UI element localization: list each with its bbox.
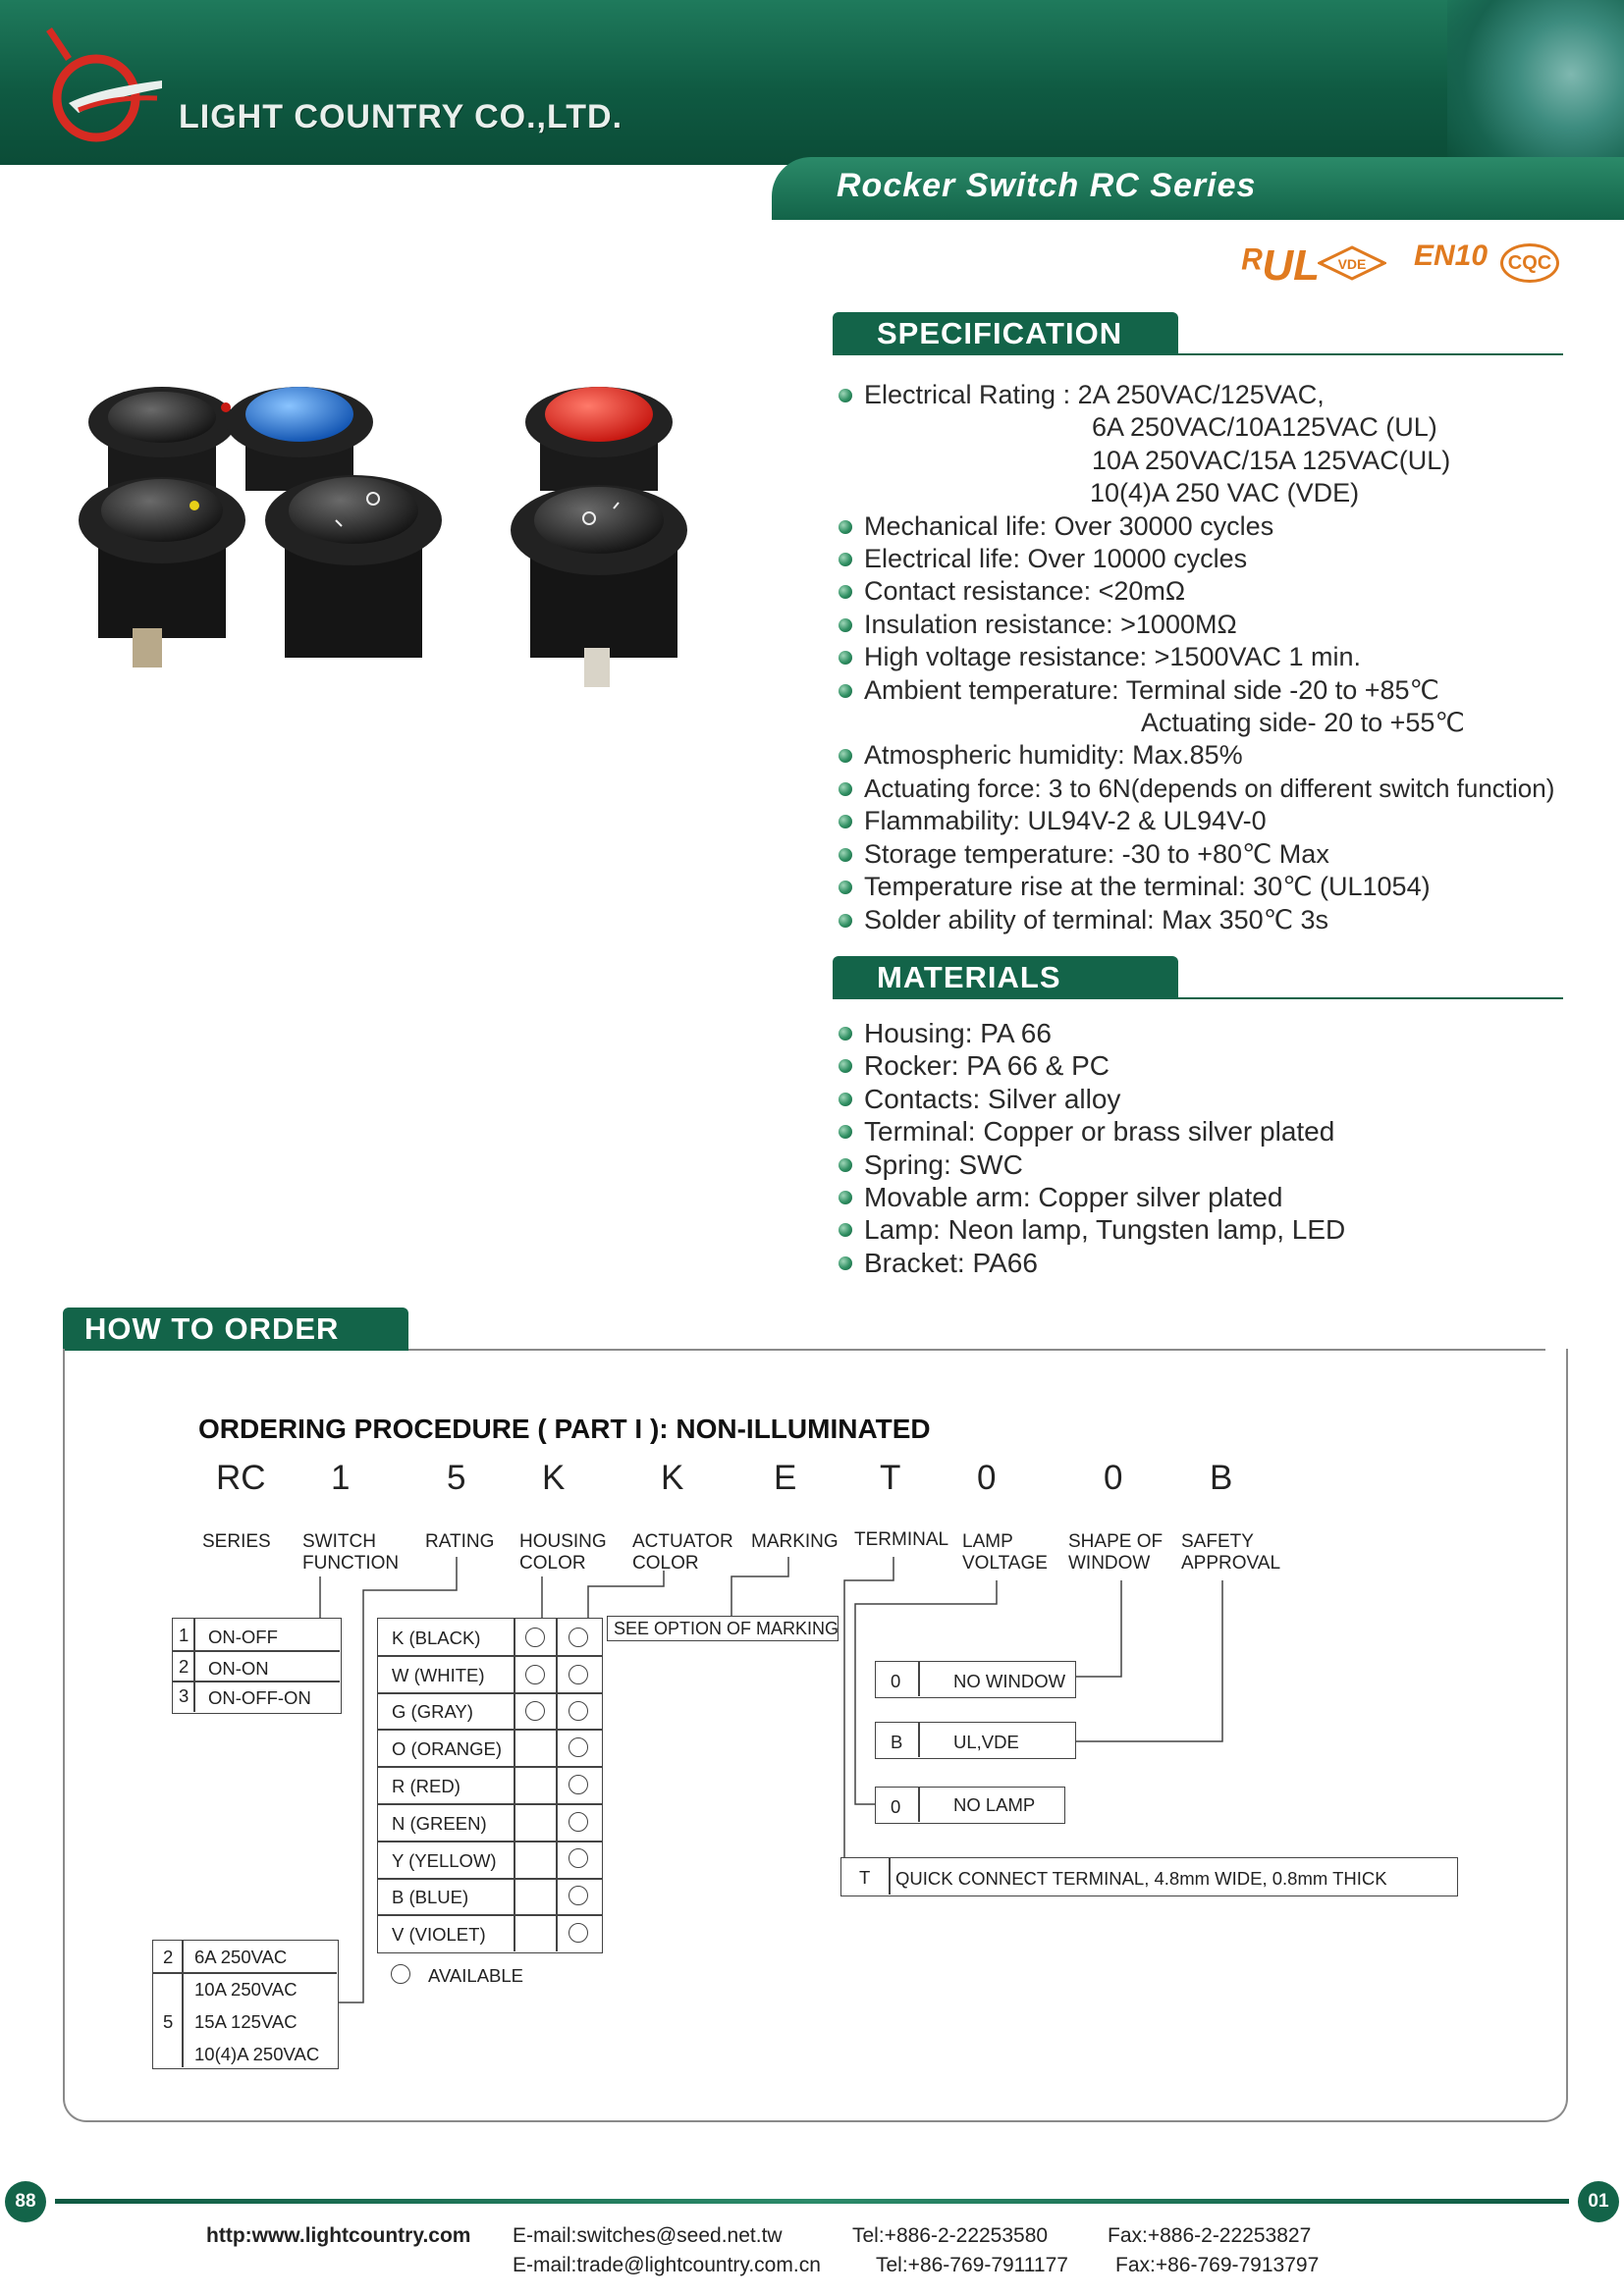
label-marking: MARKING bbox=[751, 1531, 839, 1552]
switch-function-label: ON-OFF-ON bbox=[208, 1687, 311, 1708]
enec-cert-logo: EN10 bbox=[1414, 240, 1489, 272]
footer-rule bbox=[55, 2199, 1569, 2204]
spec-item: Actuating force: 3 to 6N(depends on different switch function) bbox=[837, 773, 1554, 805]
spec-item: Ambient temperature: Terminal side -20 to +85℃ bbox=[837, 674, 1554, 707]
actuator-available-icon bbox=[568, 1775, 588, 1794]
window-code: 0 bbox=[891, 1671, 901, 1691]
footer-website[interactable]: http:www.lightcountry.com bbox=[206, 2224, 471, 2247]
actuator-available-icon bbox=[568, 1812, 588, 1832]
actuator-available-icon bbox=[568, 1737, 588, 1757]
material-item: Lamp: Neon lamp, Tungsten lamp, LED bbox=[837, 1213, 1345, 1246]
rating-code: 2 bbox=[163, 1947, 174, 1967]
label-switch-function: SWITCH FUNCTION bbox=[302, 1531, 400, 1574]
spec-item: Electrical life: Over 10000 cycles bbox=[837, 543, 1554, 575]
approval-option-box bbox=[875, 1722, 1076, 1759]
materials-heading: MATERIALS bbox=[833, 956, 1178, 999]
material-item: Movable arm: Copper silver plated bbox=[837, 1181, 1345, 1213]
material-item: Terminal: Copper or brass silver plated bbox=[837, 1115, 1345, 1148]
actuator-available-icon bbox=[568, 1848, 588, 1868]
approval-code: B bbox=[891, 1732, 903, 1752]
housing-available-icon bbox=[525, 1628, 545, 1647]
actuator-available-icon bbox=[568, 1886, 588, 1905]
spec-item-continuation: 10(4)A 250 VAC (VDE) bbox=[1090, 478, 1360, 508]
code-safety-approval: B bbox=[1210, 1459, 1233, 1497]
code-marking: E bbox=[774, 1459, 797, 1497]
housing-available-icon bbox=[525, 1665, 545, 1684]
switch-function-label: ON-ON bbox=[208, 1658, 269, 1679]
color-option-label: G (GRAY) bbox=[392, 1701, 473, 1722]
switch-function-table bbox=[172, 1618, 342, 1714]
color-option-label: R (RED) bbox=[392, 1776, 460, 1796]
code-housing-color: K bbox=[542, 1459, 566, 1497]
label-safety-approval: SAFETY APPROVAL bbox=[1181, 1531, 1281, 1574]
spec-item: Mechanical life: Over 30000 cycles bbox=[837, 510, 1554, 543]
actuator-available-icon bbox=[568, 1701, 588, 1721]
page-number-right: 01 bbox=[1578, 2181, 1619, 2222]
code-rating: 5 bbox=[447, 1459, 466, 1497]
svg-text:VDE: VDE bbox=[1337, 256, 1367, 272]
color-table bbox=[377, 1618, 603, 1953]
footer-email-2[interactable]: E-mail:trade@lightcountry.com.cn bbox=[513, 2254, 821, 2276]
rating-label: 6A 250VAC bbox=[194, 1947, 288, 1967]
label-rating: RATING bbox=[425, 1531, 495, 1552]
ul-cert-logo: ᴿUL bbox=[1239, 241, 1321, 290]
window-label: NO WINDOW bbox=[953, 1671, 1066, 1691]
label-housing-color: HOUSING COLOR bbox=[519, 1531, 607, 1574]
label-shape-of-window: SHAPE OF WINDOW bbox=[1068, 1531, 1164, 1574]
code-actuator-color: K bbox=[661, 1459, 684, 1497]
how-to-order-heading: HOW TO ORDER bbox=[63, 1308, 408, 1351]
lamp-option-box bbox=[875, 1787, 1065, 1824]
rating-label: 10(4)A 250VAC bbox=[194, 2044, 320, 2064]
lamp-code: 0 bbox=[891, 1796, 901, 1817]
lamp-label: NO LAMP bbox=[953, 1794, 1036, 1815]
footer-email-1[interactable]: E-mail:switches@seed.net.tw bbox=[513, 2224, 783, 2247]
material-item: Bracket: PA66 bbox=[837, 1247, 1345, 1279]
rating-code: 5 bbox=[163, 2011, 174, 2032]
color-option-label: B (BLUE) bbox=[392, 1887, 469, 1907]
spec-item-continuation: 10A 250VAC/15A 125VAC(UL) bbox=[1092, 445, 1451, 475]
rating-label: 15A 125VAC bbox=[194, 2011, 298, 2032]
label-series: SERIES bbox=[202, 1531, 271, 1552]
series-title: Rocker Switch RC Series bbox=[837, 167, 1257, 204]
housing-available-icon bbox=[525, 1701, 545, 1721]
label-lamp-voltage: LAMP VOLTAGE bbox=[962, 1531, 1048, 1574]
switch-function-code: 1 bbox=[179, 1625, 189, 1645]
switch-function-label: ON-OFF bbox=[208, 1627, 278, 1647]
color-option-label: W (WHITE) bbox=[392, 1665, 485, 1685]
label-actuator-color: ACTUATOR COLOR bbox=[632, 1531, 733, 1574]
footer-tel-2: Tel:+86-769-7911177 bbox=[876, 2254, 1068, 2276]
company-name: LIGHT COUNTRY CO.,LTD. bbox=[179, 98, 623, 135]
material-item: Contacts: Silver alloy bbox=[837, 1083, 1345, 1115]
footer-fax-2: Fax:+86-769-7913797 bbox=[1115, 2254, 1320, 2276]
code-lamp-voltage: 0 bbox=[977, 1459, 997, 1497]
cqc-cert-logo: CQC bbox=[1500, 243, 1559, 283]
label-terminal: TERMINAL bbox=[854, 1529, 949, 1550]
rating-table bbox=[152, 1940, 339, 2069]
specification-heading: SPECIFICATION bbox=[833, 312, 1178, 355]
material-item: Spring: SWC bbox=[837, 1148, 1345, 1181]
available-legend-label: AVAILABLE bbox=[428, 1965, 524, 1986]
terminal-label: QUICK CONNECT TERMINAL, 4.8mm WIDE, 0.8mm THICK bbox=[895, 1868, 1387, 1889]
available-legend-icon bbox=[391, 1964, 410, 1984]
ordering-procedure-title: ORDERING PROCEDURE ( PART I ): NON-ILLUMINATED bbox=[198, 1414, 931, 1444]
color-option-label: V (VIOLET) bbox=[392, 1924, 486, 1945]
terminal-option-box bbox=[840, 1857, 1458, 1896]
actuator-available-icon bbox=[568, 1628, 588, 1647]
terminal-code: T bbox=[859, 1867, 871, 1888]
actuator-available-icon bbox=[568, 1923, 588, 1943]
spec-item: High voltage resistance: >1500VAC 1 min. bbox=[837, 641, 1554, 673]
spec-item: Temperature rise at the terminal: 30℃ (UL1054) bbox=[837, 871, 1554, 903]
spec-item: Insulation resistance: >1000MΩ bbox=[837, 609, 1554, 641]
spec-item: Storage temperature: -30 to +80℃ Max bbox=[837, 838, 1554, 871]
spec-item: Contact resistance: <20mΩ bbox=[837, 575, 1554, 608]
rating-label: 10A 250VAC bbox=[194, 1979, 298, 2000]
actuator-available-icon bbox=[568, 1665, 588, 1684]
code-series: RC bbox=[216, 1459, 266, 1497]
color-option-label: N (GREEN) bbox=[392, 1813, 487, 1834]
code-switch-function: 1 bbox=[331, 1459, 351, 1497]
window-option-box bbox=[875, 1661, 1076, 1698]
material-item: Housing: PA 66 bbox=[837, 1017, 1345, 1049]
marking-note: SEE OPTION OF MARKING bbox=[607, 1616, 839, 1641]
footer-fax-1: Fax:+886-2-22253827 bbox=[1108, 2224, 1312, 2247]
color-option-label: K (BLACK) bbox=[392, 1628, 481, 1648]
color-option-label: O (ORANGE) bbox=[392, 1738, 503, 1759]
switch-function-code: 3 bbox=[179, 1685, 189, 1706]
footer-tel-1: Tel:+886-2-22253580 bbox=[852, 2224, 1049, 2247]
spec-item: Flammability: UL94V-2 & UL94V-0 bbox=[837, 805, 1554, 837]
code-terminal: T bbox=[880, 1459, 901, 1497]
page-number-left: 88 bbox=[5, 2181, 46, 2222]
code-shape-of-window: 0 bbox=[1104, 1459, 1123, 1497]
approval-label: UL,VDE bbox=[953, 1732, 1019, 1752]
spec-item: Atmospheric humidity: Max.85% bbox=[837, 739, 1554, 772]
switch-function-code: 2 bbox=[179, 1656, 189, 1677]
material-item: Rocker: PA 66 & PC bbox=[837, 1049, 1345, 1082]
spec-item: Electrical Rating : 2A 250VAC/125VAC, bbox=[837, 379, 1554, 411]
spec-item: Solder ability of terminal: Max 350℃ 3s bbox=[837, 904, 1554, 936]
spec-item-continuation: Actuating side- 20 to +55℃ bbox=[1141, 708, 1465, 738]
color-option-label: Y (YELLOW) bbox=[392, 1850, 497, 1871]
spec-item-continuation: 6A 250VAC/10A125VAC (UL) bbox=[1092, 412, 1437, 443]
